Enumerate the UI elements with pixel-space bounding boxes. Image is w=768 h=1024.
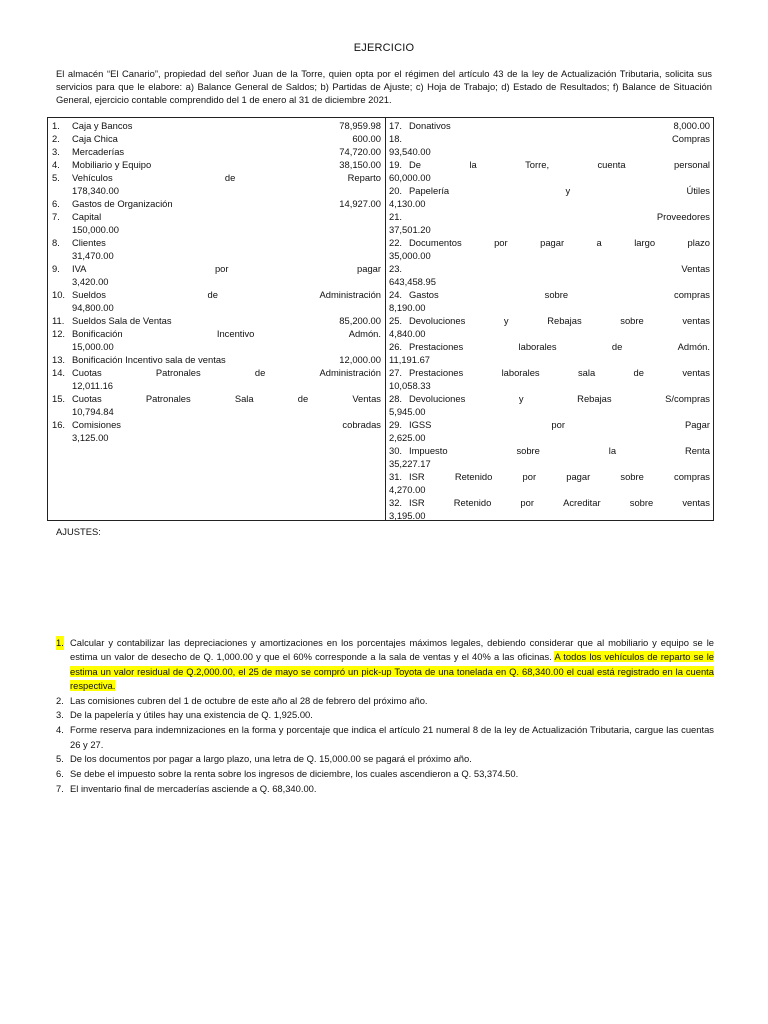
account-name-word: Compras [671,133,710,144]
account-name-word: Acreditar [563,497,601,508]
account-name-word: ISR [409,471,425,482]
account-number: 32. [389,497,403,508]
account-amount: 60,000.00 [389,172,431,183]
account-name-word: Patronales [155,367,201,378]
account-row [389,132,710,158]
account-line [389,132,710,145]
account-line [389,262,710,275]
adjustment-text: El inventario final de mercaderías asciende a Q. 68,340.00. [70,782,317,794]
account-name-word: de [254,367,266,378]
account-line [389,366,710,379]
account-number: 9. [52,263,60,274]
account-name-word: de [297,393,309,404]
account-number: 12. [52,328,66,339]
account-amount: 8,000.00 [673,120,710,131]
account-name-word: sobre [620,471,644,482]
account-number: 7. [52,211,60,222]
account-row [389,210,710,236]
account-number: 6. [52,198,60,209]
account-name-word: Administración [319,367,381,378]
account-amount: 11,191.67 [389,354,431,365]
account-name-word: personal [674,159,710,170]
account-amount: 35,000.00 [389,250,431,261]
account-row [52,327,381,353]
account-amount: 35,227.17 [389,458,431,469]
account-row [389,119,710,132]
account-row [52,145,381,158]
account-amount: 10,058.33 [389,380,431,391]
account-amount: 5,945.00 [389,406,426,417]
account-name: Mobiliario y Equipo [72,159,152,170]
adjustment-text: De la papelería y útiles hay una existencia de Q. 1,925.00. [70,709,313,721]
account-number: 2. [52,133,60,144]
account-name-word: Rebajas [577,393,612,404]
account-line [389,236,710,249]
adjustment-item [54,752,714,766]
account-row [52,288,381,314]
account-number: 28. [389,393,403,404]
account-name-word: sobre [516,445,540,456]
account-amount: 8,190.00 [389,302,426,313]
account-line [389,340,710,353]
account-line [52,119,381,132]
account-name: Bonificación Incentivo sala de ventas [72,354,226,365]
adjustment-item [54,723,714,752]
account-name-word: Devoluciones [409,315,466,326]
account-line [389,470,710,483]
account-name-word: Torre, [525,159,550,170]
adjustment-text: Se debe el impuesto sobre la renta sobre los ingresos de diciembre, los cuales ascendieron a Q. 53,374.50. [70,768,519,780]
account-amount: 3,420.00 [72,276,109,287]
account-name-word: plazo [687,237,710,248]
account-name-word: Rebajas [547,315,582,326]
adjustment-highlight: A todos los vehículos de reparto se le estima un valor residual de Q.2,000.00, el 25 de mayo se compró un pick-up Toyota de una tonelada en Q. 68,340.00 el cual está registrado en la cuenta respectiva. [70,651,714,691]
adjustment-number: 6. [56,768,64,780]
account-row [52,210,381,236]
account-line [52,327,381,340]
account-amount: 12,011.16 [72,380,114,391]
account-number: 4. [52,159,60,170]
account-number: 10. [52,289,66,300]
account-row [52,262,381,288]
adjustment-number: 2. [56,694,64,706]
account-name-word: De [409,159,421,170]
account-name-word: ventas [682,315,710,326]
account-row [52,197,381,210]
account-name-word: de [207,289,218,300]
account-name-word: por [494,237,508,248]
account-name-word: Clientes [72,237,106,248]
account-amount: 85,200.00 [339,315,381,326]
account-line [52,236,381,249]
account-line [52,392,381,405]
adjustment-item [54,694,714,708]
account-name-word: Comisiones [72,419,121,430]
account-name-word: pagar [566,471,591,482]
account-row [389,392,710,418]
account-name-word: la [608,445,617,456]
account-number: 26. [389,341,403,352]
account-name-word: cobradas [342,419,381,430]
account-line [389,392,710,405]
account-name-word: Capital [72,211,102,222]
account-row [389,496,710,522]
account-name-word: Retenido [454,471,493,482]
account-name-word: de [611,341,623,352]
account-row [52,236,381,262]
account-amount: 93,540.00 [389,146,431,157]
account-name-word: ventas [682,497,710,508]
accounts-column-left [48,118,386,520]
account-name-word: Incentivo [216,328,255,339]
account-name-word: pagar [540,237,565,248]
account-number: 8. [52,237,60,248]
account-number: 22. [389,237,403,248]
adjustment-text: Calcular y contabilizar las depreciaciones y amortizaciones en los porcentajes máximos legales, debiendo considerar que al mobiliario y equipo se le estima un valor de desecho de Q. 1,000.00 y que el 60% corresponde a la sala de ventas y el 40% a las oficinas. [70,637,714,663]
account-amount: 2,625.00 [389,432,426,443]
account-number: 16. [52,419,66,430]
account-name-word: sala [577,367,596,378]
account-amount: 600.00 [352,133,381,144]
account-name-word: IGSS [409,419,432,430]
adjustment-number: 5. [56,753,64,765]
account-line [389,496,710,509]
account-name-word: sobre [629,497,654,508]
account-amount: 31,470.00 [72,250,114,261]
account-name-word: Documentos [409,237,462,248]
account-number: 29. [389,419,403,430]
account-amount: 643,458.95 [389,276,436,287]
account-name: Gastos de Organización [72,198,173,209]
account-number: 25. [389,315,403,326]
account-name-word: de [633,367,644,378]
account-line [52,171,381,184]
account-amount: 38,150.00 [339,159,381,170]
account-name-word: la [469,159,477,170]
account-name: Caja Chica [72,133,118,144]
account-row [389,236,710,262]
account-line [389,158,710,171]
account-name-word: ventas [682,367,710,378]
account-number: 1. [52,120,60,131]
account-row [52,119,381,132]
account-line [52,210,381,223]
account-name-word: Papelería [409,185,450,196]
account-name-word: y [565,185,571,196]
account-row [389,158,710,184]
account-amount: 3,195.00 [389,510,426,521]
account-line [389,119,710,132]
account-line [52,288,381,301]
account-name-word: sobre [620,315,644,326]
account-number: 13. [52,354,66,365]
account-name-word: pagar [357,263,381,274]
account-name-word: Pagar [684,419,710,430]
account-name-word: S/compras [665,393,710,404]
account-name-word: por [214,263,229,274]
account-name-word: Ventas [681,263,710,274]
account-number: 3. [52,146,60,157]
account-name-word: Reparto [347,172,381,183]
account-line [389,418,710,431]
account-name-word: Administración [319,289,381,300]
accounts-column-right [386,118,713,520]
account-number: 5. [52,172,60,183]
account-amount: 37,501.20 [389,224,431,235]
account-name-word: IVA [72,263,87,274]
account-line [389,444,710,457]
account-name: Sueldos Sala de Ventas [72,315,172,326]
account-name-word: por [522,471,537,482]
account-row [52,171,381,197]
account-name-word: cuenta [597,159,626,170]
account-row [52,366,381,392]
account-row [389,288,710,314]
account-row [389,470,710,496]
account-number: 30. [389,445,403,456]
account-row [389,184,710,210]
account-name-word: ISR [409,497,425,508]
account-line [52,314,381,327]
account-number: 20. [389,185,403,196]
account-number: 21. [389,211,403,222]
adjustment-item [54,782,714,796]
account-name-word: Vehículos [72,172,113,183]
account-line [52,132,381,145]
account-number: 11. [52,315,65,326]
adjustment-text: Las comisiones cubren del 1 de octubre de este año al 28 de febrero del próximo año. [70,694,428,706]
account-amount: 15,000.00 [72,341,114,352]
intro-paragraph: El almacén “El Canario”, propiedad del señor Juan de la Torre, quien opta por el régimen del artículo 43 de la ley de Actualización Tributaria, solicita sus servicios para que le elabore: a) Balance General de Saldos; b) Partidas de Ajuste; c) Hoja de Trabajo; d) Estado de Resultados; f) Balance de Situación General, ejercicio contable comprendido del 1 de enero al 31 de diciembre 2021. [56,68,712,106]
account-line [52,145,381,158]
account-number: 24. [389,289,403,300]
account-name-word: Admón. [348,328,381,339]
account-row [389,314,710,340]
adjustment-text: De los documentos por pagar a largo plazo, una letra de Q. 15,000.00 se pagará el próximo año. [70,753,472,765]
account-row [52,132,381,145]
account-name: Caja y Bancos [72,120,133,131]
account-number: 23. [389,263,403,274]
account-amount: 4,130.00 [389,198,426,209]
account-name-word: Sala [234,393,254,404]
account-amount: 10,794.84 [72,406,114,417]
account-name-word: Bonificación [72,328,123,339]
account-row [389,340,710,366]
account-number: 15. [52,393,66,404]
account-name-word: compras [674,471,710,482]
account-amount: 94,800.00 [72,302,114,313]
account-name-word: Impuesto [409,445,448,456]
account-row [389,418,710,444]
adjustments-list [54,636,714,797]
account-line [52,418,381,431]
account-number: 19. [389,159,403,170]
account-amount: 4,270.00 [389,484,426,495]
account-line [52,262,381,275]
account-number: 18. [389,133,403,144]
account-name-word: Proveedores [656,211,710,222]
account-row [52,353,381,366]
account-line [52,353,381,366]
adjustment-item [54,767,714,781]
account-name-word: laborales [518,341,557,352]
account-name-word: compras [674,289,710,300]
account-amount: 14,927.00 [339,198,381,209]
account-name-word: por [520,497,534,508]
account-amount: 178,340.00 [72,185,119,196]
account-name-word: Cuotas [72,393,102,404]
account-name-word: por [551,419,565,430]
account-name-word: Gastos [409,289,439,300]
adjustment-number: 1. [56,636,64,650]
account-line [389,314,710,327]
account-name-word: Ventas [352,393,381,404]
account-name-word: Admón. [677,341,710,352]
account-row [389,444,710,470]
account-number: 17. [389,120,403,131]
account-name-word: y [518,393,524,404]
adjustment-number: 7. [56,782,64,794]
account-line [52,197,381,210]
account-line [389,210,710,223]
account-line [389,184,710,197]
account-name-word: Prestaciones [409,367,464,378]
account-amount: 78,959.98 [339,120,381,131]
account-row [389,366,710,392]
account-name-word: Retenido [453,497,492,508]
adjustment-item [54,636,714,693]
account-amount: 4,840.00 [389,328,426,339]
adjustment-item [54,708,714,722]
account-name-word: sobre [544,289,569,300]
account-name-word: largo [634,237,656,248]
account-number: 14. [52,367,66,378]
account-name-word: Sueldos [72,289,106,300]
adjustment-number: 4. [56,724,64,736]
account-name-word: Útiles [686,185,710,196]
account-row [52,314,381,327]
account-line [52,158,381,171]
account-amount: 12,000.00 [339,354,381,365]
account-name-word: Renta [684,445,710,456]
account-name-word: Cuotas [72,367,102,378]
account-amount: 3,125.00 [72,432,109,443]
account-number: 27. [389,367,403,378]
document-title: EJERCICIO [353,42,415,54]
account-number: 31. [389,471,403,482]
account-amount: 150,000.00 [72,224,119,235]
adjustment-number: 3. [56,709,64,721]
account-name: Mercaderías [72,146,125,157]
account-name-word: Prestaciones [409,341,464,352]
account-row [52,158,381,171]
account-name-word: Patronales [145,393,191,404]
account-amount: 74,720.00 [339,146,381,157]
account-row [389,262,710,288]
accounts-table [47,117,714,521]
account-line [52,366,381,379]
account-name: Donativos [409,120,451,131]
account-name-word: Devoluciones [409,393,466,404]
adjustment-text: Forme reserva para indemnizaciones en la forma y porcentaje que indica el artículo 21 numeral 8 de la ley de Actualización Tributaria, cargue las cuentas 26 y 27. [70,724,714,750]
account-line [389,288,710,301]
account-name-word: de [224,172,236,183]
account-name-word: a [596,237,602,248]
ajustes-label: AJUSTES: [56,526,101,537]
account-row [52,418,381,444]
account-row [52,392,381,418]
account-name-word: laborales [501,367,540,378]
account-name-word: y [503,315,509,326]
